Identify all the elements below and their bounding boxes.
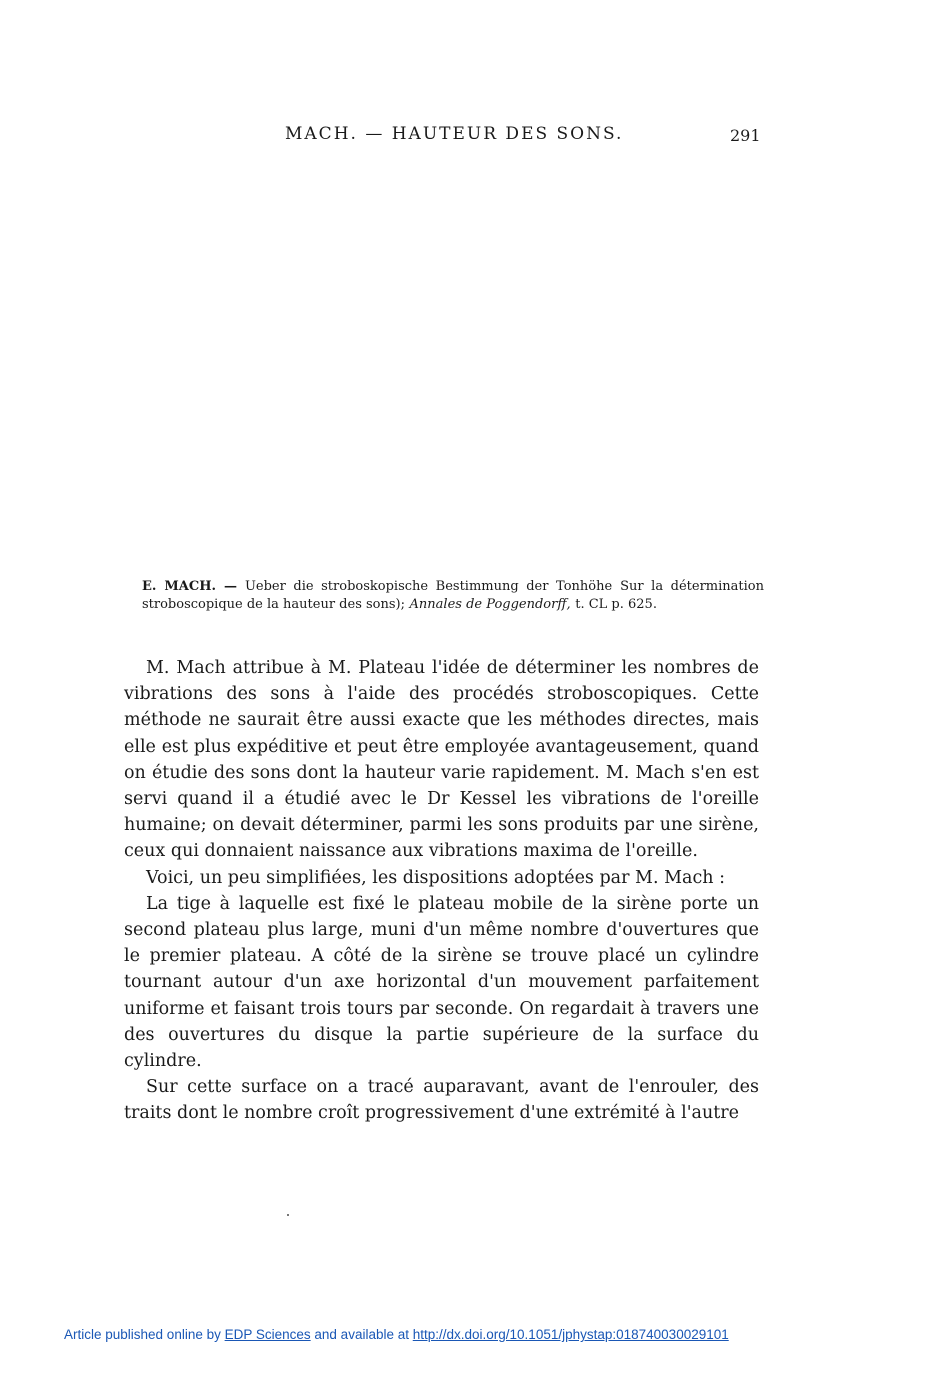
publication-footer	[64, 1327, 729, 1342]
print-speck	[287, 1214, 289, 1216]
page-header	[0, 124, 930, 154]
paragraph: Sur cette surface on a tracé auparavant, avant de l'enrouler, des traits dont le nombre croît progressivement d'une extrémité à l'autre	[124, 1077, 759, 1124]
reference-volume-pages: t. CL p. 625.	[575, 597, 657, 612]
footer-prefix: Article published online by	[64, 1327, 225, 1342]
publisher-link[interactable]: EDP Sciences	[224, 1327, 311, 1342]
page-number: 291	[730, 126, 761, 145]
running-title: MACH. — HAUTEUR DES SONS.	[285, 124, 624, 144]
doi-link[interactable]: http://dx.doi.org/10.1051/jphystap:018740030029101	[412, 1327, 729, 1342]
reference-title-french: Sur la détermination stroboscopique de la hauteur des sons);	[142, 579, 764, 612]
footer-middle: and available at	[310, 1327, 413, 1342]
reference-author: E. MACH. —	[142, 579, 237, 594]
reference-journal: Annales de Poggendorff,	[409, 597, 571, 612]
bibliographic-reference	[142, 578, 764, 614]
paragraph: Voici, un peu simplifiées, les dispositions adoptées par M. Mach :	[146, 867, 725, 888]
paragraph: La tige à laquelle est fixé le plateau mobile de la sirène porte un second plateau plus large, muni d'un même nombre d'ouvertures que le premier plateau. A côté de la sirène se trouve placé un cylindre tournant autour d'un axe horizontal d'un mouvement parfaitement uniforme et faisant trois tours par seconde. On regardait à travers une des ouvertures du disque la partie supérieure de la surface du cylindre.	[124, 893, 759, 1072]
reference-title-german: Ueber die stroboskopische Bestimmung der Tonhöhe	[244, 579, 613, 594]
article-body	[124, 655, 759, 1127]
paragraph: M. Mach attribue à M. Plateau l'idée de déterminer les nombres de vibrations des sons à l'aide des procédés stroboscopiques. Cette méthode ne saurait être aussi exacte que les méthodes directes, mais elle est plus expéditive et peut être employée avantageusement, quand on étudie des sons dont la hauteur varie rapidement. M. Mach s'en est servi quand il a étudié avec le Dr Kessel les vibrations de l'oreille humaine; on devait déterminer, parmi les sons produits par une sirène, ceux qui donnaient naissance aux vibrations maxima de l'oreille.	[124, 658, 759, 862]
